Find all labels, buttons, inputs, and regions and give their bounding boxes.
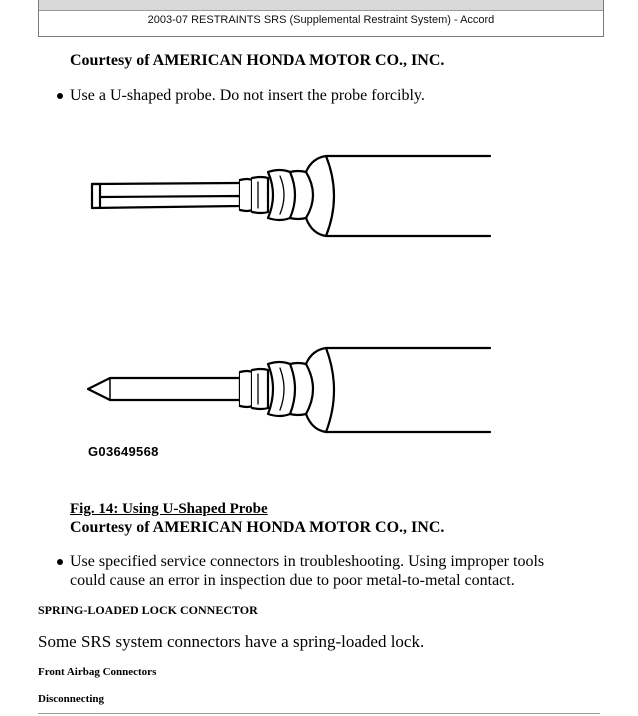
sub-heading-front-airbag: Front Airbag Connectors [38,666,157,678]
probe-figure [80,150,500,470]
header-title: 2003-07 RESTRAINTS SRS (Supplemental Restraint System) - Accord [147,14,495,26]
pointed-probe-drawing [88,348,490,432]
sub-heading-disconnecting: Disconnecting [38,693,104,705]
bullet-text-line-1: Use specified service connectors in troubleshooting. Using improper tools [70,553,545,570]
figure-courtesy: Courtesy of AMERICAN HONDA MOTOR CO., INC. [70,519,445,536]
figure-code: G03649568 [88,444,159,459]
bullet-dot [57,559,63,565]
page-header [38,0,604,37]
body-paragraph: Some SRS system connectors have a spring-loaded lock. [38,632,425,651]
bullet-text: Use a U-shaped probe. Do not insert the probe forcibly. [70,87,425,104]
section-heading: SPRING-LOADED LOCK CONNECTOR [38,603,258,617]
courtesy-top: Courtesy of AMERICAN HONDA MOTOR CO., INC. [70,52,445,69]
bottom-rule [38,713,600,714]
bullet-dot [57,93,63,99]
figure-caption: Fig. 14: Using U-Shaped Probe [70,501,268,517]
u-shaped-probe-drawing [92,156,490,236]
bullet-text-line-2: could cause an error in inspection due to poor metal-to-metal contact. [70,572,515,589]
header-top-band [39,0,603,11]
